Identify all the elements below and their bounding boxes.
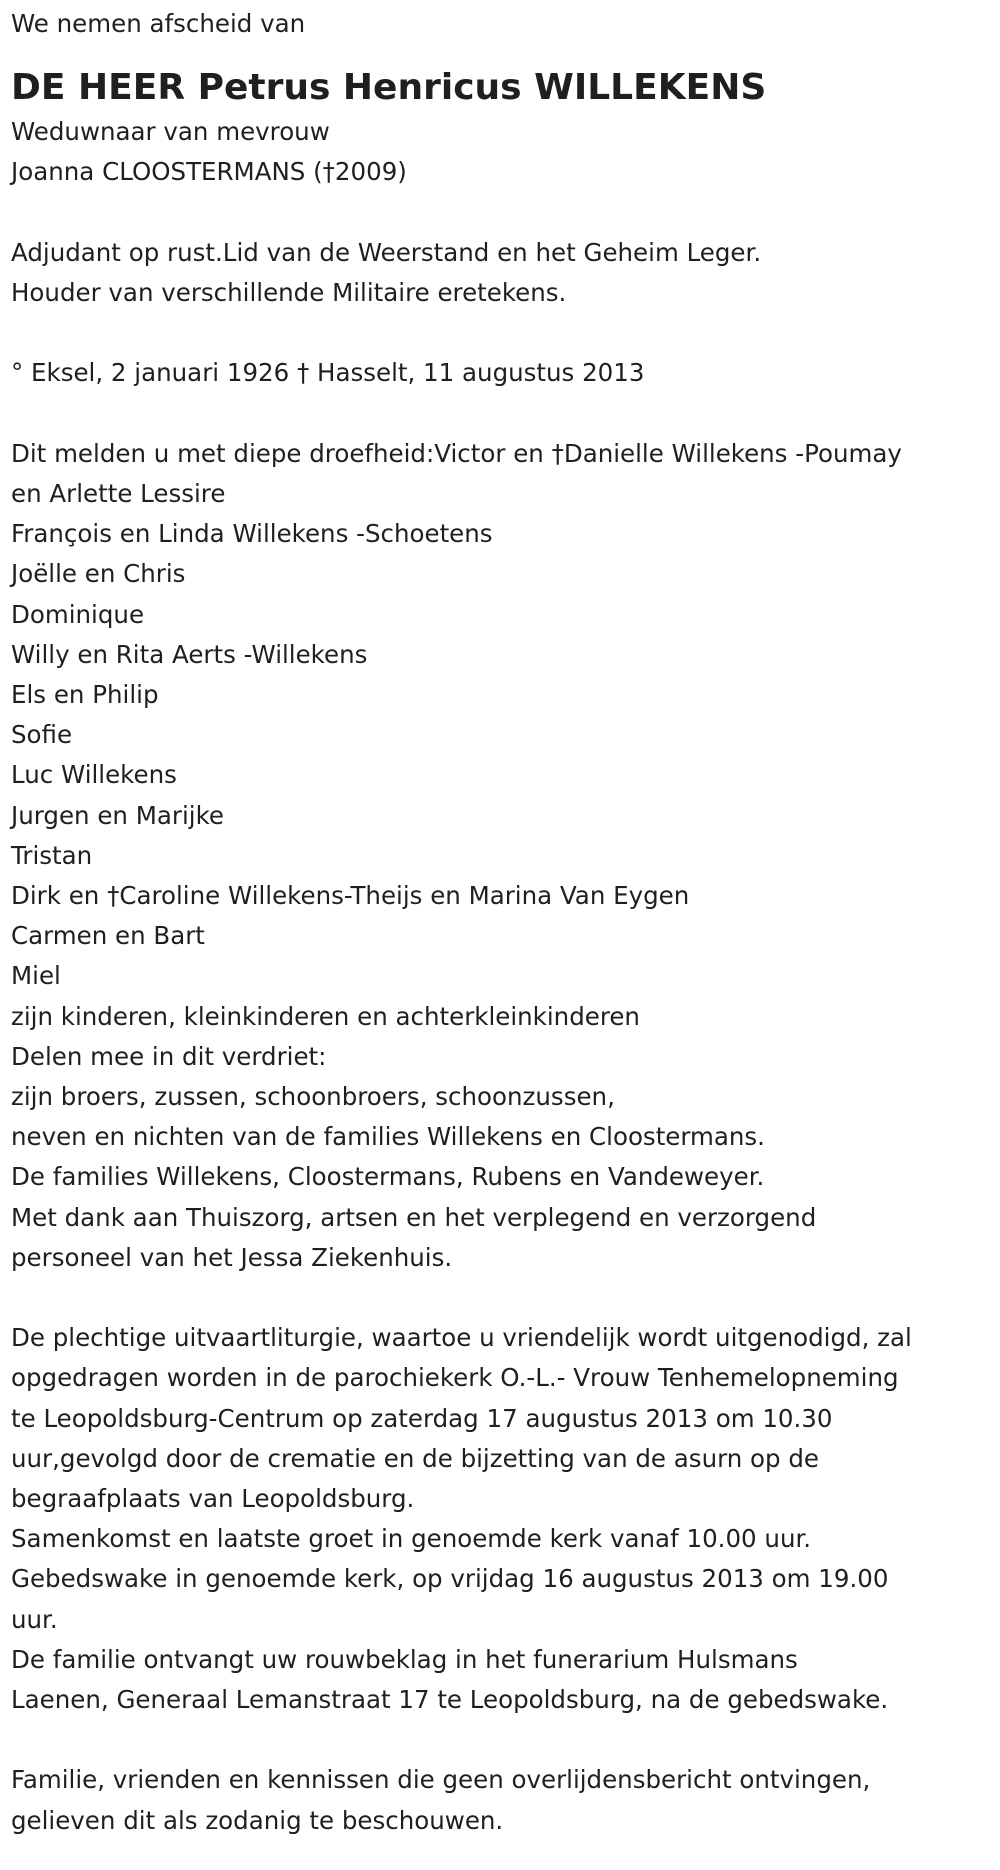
funeral-details-section: [11, 1318, 1000, 1720]
paragraph-gap: [11, 394, 1000, 434]
paragraph-gap: [11, 1720, 1000, 1760]
family-line: Met dank aan Thuiszorg, artsen en het verplegend en verzorgend: [11, 1202, 817, 1232]
family-line: De families Willekens, Cloostermans, Rubens en Vandeweyer.: [11, 1162, 765, 1192]
family-line: Tristan: [11, 840, 93, 870]
funeral-line: Gebedswake in genoemde kerk, op vrijdag 16 augustus 2013 om 19.00: [11, 1564, 889, 1594]
funeral-line: uur,gevolgd door de crematie en de bijzetting van de asurn op de: [11, 1443, 820, 1473]
deceased-name: DE HEER Petrus Henricus WILLEKENS: [11, 67, 767, 109]
closing-line: Familie, vrienden en kennissen die geen overlijdensbericht ontvingen,: [11, 1765, 871, 1795]
biography-section: [11, 233, 1000, 313]
funeral-line: De familie ontvangt uw rouwbeklag in het funerarium Hulsmans: [11, 1644, 798, 1674]
spouse-section: [11, 112, 1000, 192]
family-line: Miel: [11, 961, 61, 991]
birth-death-dates: ° Eksel, 2 januari 1926 † Hasselt, 11 augustus 2013: [11, 358, 645, 388]
family-line: Joëlle en Chris: [11, 559, 186, 589]
funeral-line: begraafplaats van Leopoldsburg.: [11, 1484, 415, 1514]
bio-line: Houder van verschillende Militaire eretekens.: [11, 278, 567, 307]
family-line: François en Linda Willekens -Schoetens: [11, 519, 493, 549]
paragraph-gap: [11, 193, 1000, 233]
family-line: Dit melden u met diepe droefheid:Victor en †Danielle Willekens -Poumay: [11, 438, 902, 468]
family-line: Els en Philip: [11, 680, 159, 709]
funeral-line: te Leopoldsburg-Centrum op zaterdag 17 augustus 2013 om 10.30: [11, 1403, 833, 1433]
family-line: zijn kinderen, kleinkinderen en achterkleinkinderen: [11, 1001, 640, 1031]
bio-line: Adjudant op rust.Lid van de Weerstand en het Geheim Leger.: [11, 237, 762, 267]
family-line: personeel van het Jessa Ziekenhuis.: [11, 1242, 453, 1272]
funeral-line: Samenkomst en laatste groet in genoemde kerk vanaf 10.00 uur.: [11, 1524, 812, 1554]
spouse-line: Joanna CLOOSTERMANS (†2009): [11, 157, 407, 187]
family-line: en Arlette Lessire: [11, 478, 226, 508]
family-line: Dirk en †Caroline Willekens-Theijs en Marina Van Eygen: [11, 881, 690, 911]
paragraph-gap: [11, 1278, 1000, 1318]
closing-section: [11, 1760, 1000, 1840]
funeral-line: opgedragen worden in de parochiekerk O.-L.- Vrouw Tenhemelopneming: [11, 1363, 899, 1393]
family-line: Willy en Rita Aerts -Willekens: [11, 639, 368, 669]
funeral-line: Laenen, Generaal Lemanstraat 17 te Leopoldsburg, na de gebedswake.: [11, 1685, 889, 1715]
family-line: Sofie: [11, 720, 73, 750]
paragraph-gap: [11, 313, 1000, 353]
family-line: Delen mee in dit verdriet:: [11, 1041, 327, 1071]
family-line: Carmen en Bart: [11, 921, 205, 951]
intro-text: We nemen afscheid van: [11, 9, 306, 38]
funeral-line: uur.: [11, 1604, 58, 1634]
spouse-line: Weduwnaar van mevrouw: [11, 117, 330, 147]
family-line: neven en nichten van de families Willekens en Cloostermans.: [11, 1122, 765, 1152]
family-line: Jurgen en Marijke: [11, 800, 224, 830]
family-line: zijn broers, zussen, schoonbroers, schoonzussen,: [11, 1082, 615, 1112]
closing-line: gelieven dit als zodanig te beschouwen.: [11, 1805, 504, 1835]
funeral-line: De plechtige uitvaartliturgie, waartoe u vriendelijk wordt uitgenodigd, zal: [11, 1323, 912, 1353]
family-line: Dominique: [11, 599, 145, 629]
family-line: Luc Willekens: [11, 760, 177, 790]
family-section: [11, 434, 1000, 1278]
